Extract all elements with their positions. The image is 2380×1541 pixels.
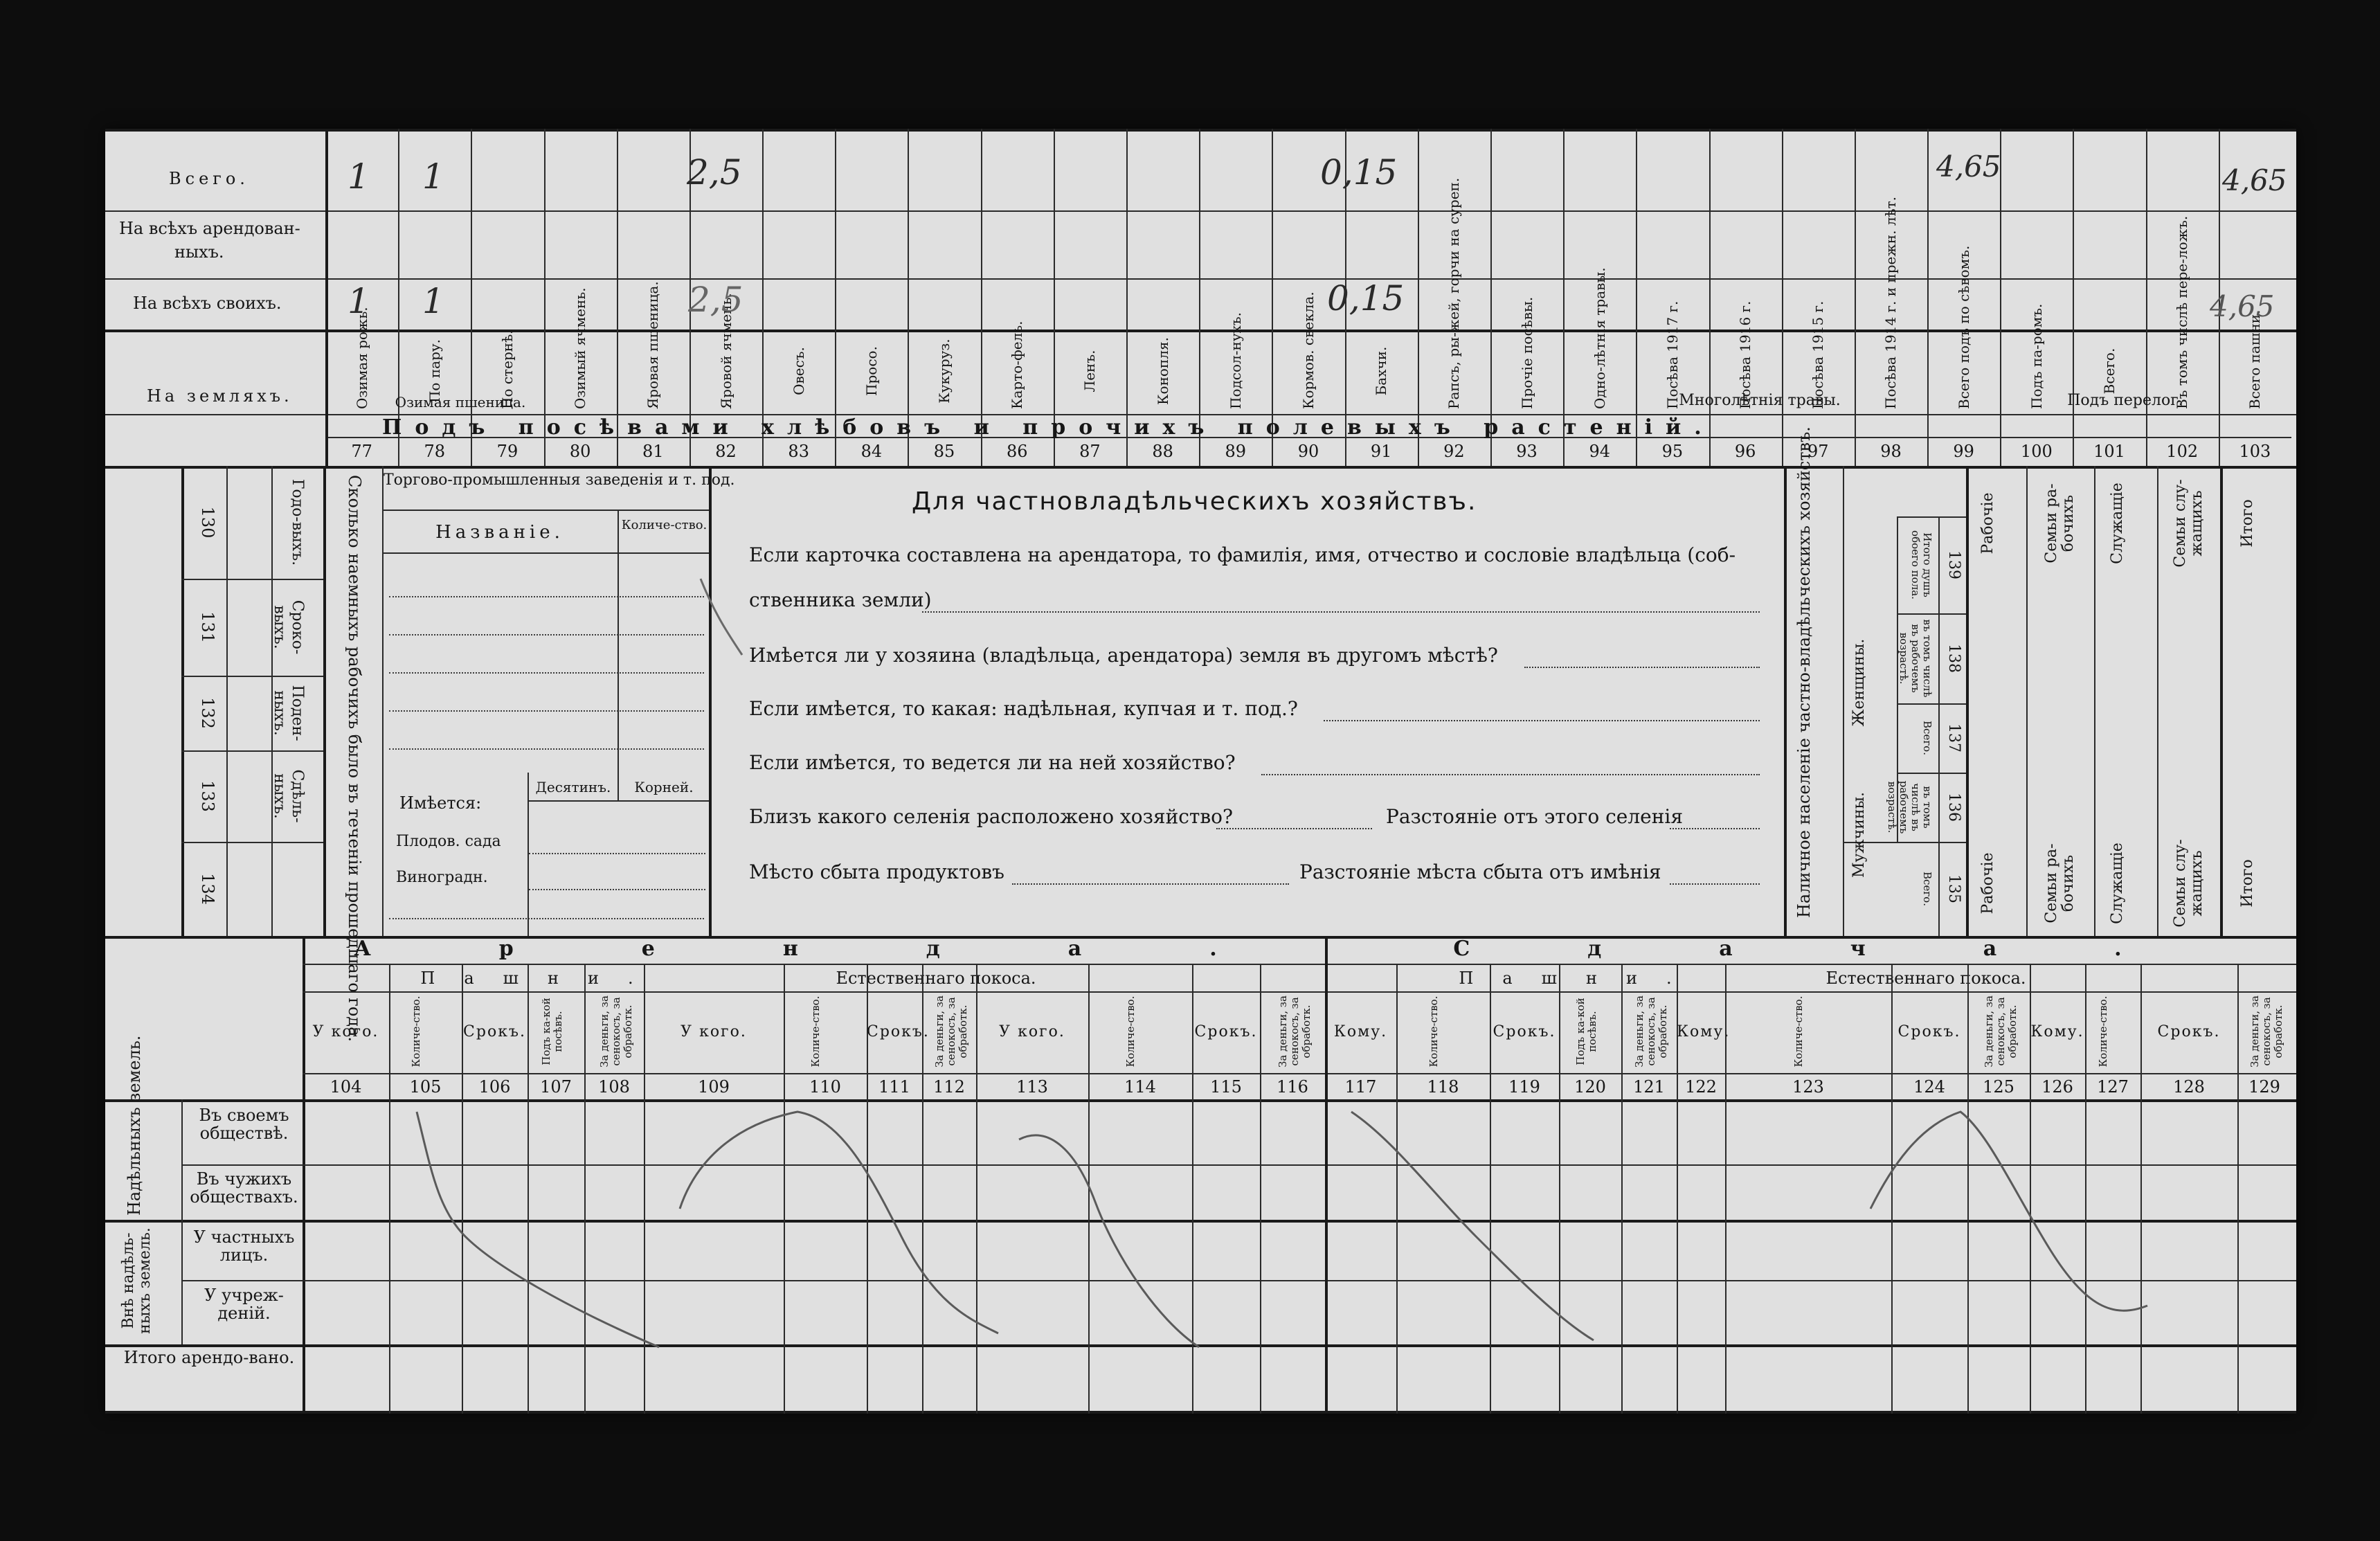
top-col-number: 95 — [1661, 442, 1684, 461]
top-col-number: 100 — [2020, 442, 2053, 461]
population-label: Наличное населенiе частно-владѣльческихъ хозяйствъ. — [1794, 426, 1814, 918]
right-label-bot: Служащiе — [2108, 842, 2126, 924]
top-col-label: Бахчи. — [1373, 346, 1390, 396]
top-col-label: Овесъ. — [790, 347, 807, 395]
q5b: Разстоянiе отъ этого селенiя — [1386, 805, 1683, 828]
top-col-number: 84 — [860, 442, 883, 461]
right-label-top: Итого — [2238, 499, 2256, 548]
hw-total-3: 2,5 — [687, 152, 742, 192]
bottom-col-number: 117 — [1344, 1077, 1377, 1097]
hw-own-3: 2,5 — [688, 280, 743, 320]
top-col-label: Посѣва 1916 г. — [1737, 300, 1754, 409]
row-label-total: Всего. — [169, 169, 249, 188]
bottom-col-number: 125 — [1983, 1077, 2014, 1097]
row-itogo: Итого арендо-вано. — [123, 1348, 295, 1367]
bottom-col-number: 126 — [2041, 1077, 2073, 1097]
top-col-label: Ленъ. — [1081, 350, 1099, 393]
top-col-number: 79 — [496, 442, 519, 461]
top-col-number: 103 — [2239, 442, 2271, 461]
arenda-title: Аренда. — [354, 937, 1345, 961]
hw-own-1: 1 — [348, 281, 370, 321]
top-col-label: Всего подъ по сѣвомъ. — [1955, 245, 1972, 409]
q5a: Близъ какого селенiя расположено хозяйство? — [749, 805, 1234, 828]
hw-own-5: 4,65 — [2210, 289, 2275, 323]
top-col-label: По стернѣ. — [498, 330, 516, 409]
top-col-number: 101 — [2093, 442, 2125, 461]
pop-col-number: 137 — [1945, 723, 1963, 753]
right-label-top: Семьи слу-жащихъ — [2171, 479, 2206, 568]
pop-col-number: 136 — [1945, 793, 1963, 822]
arenda-pashni: Пашни. — [420, 968, 662, 988]
bottom-col-label: За деньги, за сенокосъ, за обработк. — [1633, 995, 1669, 1067]
right-label-bot: Рабочiе — [1978, 852, 1996, 914]
bottom-col-number: 116 — [1277, 1077, 1308, 1097]
top-col-number: 83 — [788, 442, 809, 461]
row-label-rented: На всѣхъ арендован- — [119, 219, 300, 238]
hw-total-6: 4,65 — [2222, 163, 2287, 197]
right-label-top: Рабочiе — [1978, 492, 1996, 555]
bottom-col-number: 119 — [1508, 1077, 1540, 1097]
hired-col-label: Поден-ныхъ. — [271, 685, 306, 741]
pop-col-number: 139 — [1945, 550, 1963, 579]
bottom-col-label: У кого. — [999, 1023, 1065, 1040]
bottom-col-label: За деньги, за сенокосъ, за обработк. — [2248, 995, 2284, 1067]
top-col-label: Просо. — [863, 346, 880, 396]
men-label: Мужчины. — [1850, 791, 1868, 878]
bottom-col-label: У кого. — [680, 1023, 747, 1040]
bottom-col-label: Срокъ. — [2157, 1023, 2221, 1040]
pop-col-label: Всего. — [1921, 721, 1933, 755]
pop-col-number: 135 — [1945, 874, 1963, 903]
hw-own-4: 0,15 — [1327, 278, 1405, 318]
bottom-col-label: Количе-ство. — [1792, 995, 1805, 1067]
top-col-number: 85 — [933, 442, 955, 461]
hw-own-2: 1 — [422, 281, 444, 321]
row-svoem: Въ своемъ обществѣ. — [199, 1106, 289, 1143]
hw-total-5: 4,65 — [1936, 150, 2001, 183]
bottom-col-label: Кому. — [2030, 1023, 2084, 1040]
bottom-col-number: 120 — [1574, 1077, 1606, 1097]
bottom-col-number: 118 — [1427, 1077, 1459, 1097]
top-col-label: Въ томъ числѣ пере-ложъ. — [2174, 215, 2191, 409]
q1b: ственника земли) — [749, 588, 932, 611]
bottom-col-label: Количе-ство. — [1427, 995, 1440, 1067]
top-col-number: 93 — [1516, 442, 1538, 461]
bottom-col-number: 124 — [1913, 1077, 1945, 1097]
hw-total-1: 1 — [348, 156, 370, 197]
hired-col-label: Годо-выхъ. — [289, 478, 306, 566]
top-col-label: Подъ па-ромъ. — [2028, 303, 2045, 409]
top-col-number: 102 — [2166, 442, 2199, 461]
bottom-col-label: Количе-ство. — [409, 995, 422, 1067]
bottom-col-label: Срокъ. — [1897, 1023, 1961, 1040]
top-col-number: 87 — [1079, 442, 1101, 461]
bottom-col-label: Срокъ. — [1493, 1023, 1556, 1040]
top-col-number: 96 — [1734, 442, 1756, 461]
arenda-pokos: Естественнаго покоса. — [836, 968, 1036, 988]
pop-col-label: въ томъ числѣ въ рабочемъ возрастѣ. — [1886, 780, 1933, 834]
plodov-label: Плодов. сада — [396, 833, 501, 850]
top-col-label: Озимый ячмень. — [572, 287, 589, 409]
pencil-strokes — [105, 129, 2296, 1414]
bottom-col-number: 104 — [330, 1077, 362, 1097]
bottom-col-label: Количе-ство. — [2097, 995, 2109, 1067]
band-sowing: Подъ посѣвами хлѣбовъ и прочихъ полевыхъ растенiй. — [382, 415, 1715, 440]
row-uchrezh: У учреж-денiй. — [204, 1286, 284, 1323]
top-col-number: 98 — [1880, 442, 1902, 461]
bottom-col-number: 106 — [478, 1077, 511, 1097]
top-col-label: Прочiе посѣвы. — [1518, 296, 1535, 409]
trade-title: Торгово-промышленныя заведенiя и т. под. — [384, 471, 735, 489]
row-chuzhih: Въ чужихъ обществахъ. — [190, 1169, 298, 1207]
bottom-col-number: 107 — [540, 1077, 572, 1097]
vne-label: Внѣ надѣль-ныхъ земель. — [120, 1227, 154, 1334]
row-label-own: На всѣхъ своихъ. — [133, 294, 282, 313]
hw-total-2: 1 — [422, 156, 444, 197]
right-label-bot: Итого — [2238, 859, 2256, 908]
group-mnogolet: Многолѣтнiя травы. — [1679, 392, 1841, 409]
bottom-col-label: За деньги, за сенокосъ, за обработк. — [1983, 995, 2019, 1067]
bottom-col-number: 127 — [2097, 1077, 2129, 1097]
top-col-label: Подсол-нухъ. — [1227, 312, 1244, 409]
bottom-col-number: 111 — [878, 1077, 910, 1097]
top-col-number: 88 — [1152, 442, 1173, 461]
right-label-top: Семьи ра-бочихъ — [2043, 483, 2077, 564]
top-col-label: По пару. — [426, 339, 443, 404]
top-col-number: 94 — [1589, 442, 1610, 461]
hired-col-number: 133 — [198, 780, 217, 812]
top-col-label: Одно-лѣтнiя травы. — [1591, 267, 1608, 409]
top-col-label: Яровой ячмень. — [717, 293, 734, 409]
desyatin-header: Десятинъ. — [535, 779, 611, 795]
vinograd-label: Виноградн. — [396, 869, 488, 886]
q3: Если имѣется, то какая: надѣльная, купчая и т. под.? — [749, 697, 1298, 720]
hired-workers-label: Сколько наемныхъ рабочихъ было въ теченiи прошедшаго года. — [345, 475, 364, 1043]
top-col-label: Посѣва 1914 г. и прежн. лѣт. — [1882, 196, 1900, 409]
bottom-col-number: 123 — [1792, 1077, 1824, 1097]
sdacha-pokos: Естественнаго покоса. — [1825, 968, 2026, 988]
kornei-header: Корней. — [634, 779, 694, 795]
bottom-col-label: За деньги, за сенокосъ, за обработк. — [933, 995, 969, 1067]
right-label-bot: Семьи ра-бочихъ — [2043, 843, 2077, 923]
top-col-number: 91 — [1370, 442, 1392, 461]
bottom-col-label: Срокъ. — [463, 1023, 526, 1040]
bottom-col-number: 122 — [1685, 1077, 1717, 1097]
q1a: Если карточка составлена на арендатора, то фамилiя, имя, отчество и сословiе владѣльца (соб- — [749, 543, 1736, 566]
row-chastnyh: У частныхъ лицъ. — [193, 1227, 295, 1265]
bottom-col-label: Количе-ство. — [1124, 995, 1137, 1067]
bottom-col-number: 113 — [1016, 1077, 1048, 1097]
bottom-col-number: 115 — [1210, 1077, 1242, 1097]
top-col-label: Всего. — [2101, 348, 2118, 395]
sdacha-pashni: Пашни. — [1459, 968, 1701, 988]
q6b: Разстоянiе мѣста сбыта отъ имѣнiя — [1299, 860, 1661, 883]
private-title: Для частновладѣльческихъ хозяйствъ. — [912, 487, 1477, 516]
bottom-col-number: 108 — [598, 1077, 630, 1097]
top-col-label: Посѣва 1915 г. — [1810, 300, 1827, 409]
group-ozimaya: Озимая пшеница. — [395, 394, 526, 411]
census-card — [105, 129, 2296, 1414]
bottom-col-number: 109 — [698, 1077, 730, 1097]
top-col-label: Кормов. свекла. — [1300, 291, 1317, 409]
q2: Имѣется ли у хозяина (владѣльца, арендатора) земля въ другомъ мѣстѣ? — [749, 644, 1498, 667]
q6a: Мѣсто сбыта продуктовъ — [749, 860, 1004, 883]
bottom-col-label: Срокъ. — [1194, 1023, 1258, 1040]
bottom-col-label: Количе-ство. — [809, 995, 822, 1067]
trade-name-header: Названiе. — [435, 522, 564, 543]
top-col-label: Кукуруз. — [936, 339, 953, 404]
top-col-number: 82 — [715, 442, 737, 461]
top-col-label: Конопля. — [1154, 337, 1171, 405]
top-col-label: Карто-фель. — [1009, 321, 1026, 409]
bottom-col-label: Кому. — [1677, 1023, 1731, 1040]
hired-col-number: 132 — [198, 697, 217, 729]
pop-col-label: Итого душъ обоего пола. — [1909, 530, 1933, 600]
hw-total-4: 0,15 — [1320, 152, 1398, 192]
pop-col-number: 138 — [1945, 644, 1963, 673]
top-col-label: Яровая пшеница. — [644, 281, 662, 409]
bottom-col-label: У кого. — [312, 1023, 379, 1040]
top-col-number: 90 — [1297, 442, 1319, 461]
imeetsya-label: Имѣется: — [399, 793, 482, 813]
bottom-col-number: 128 — [2173, 1077, 2205, 1097]
bottom-col-label: Подъ ка-кой посѣвъ. — [540, 998, 564, 1065]
hired-col-number: 131 — [198, 611, 217, 643]
top-col-number: 89 — [1225, 442, 1247, 461]
women-label: Женщины. — [1850, 638, 1868, 727]
hired-col-number: 134 — [198, 873, 217, 905]
top-col-number: 78 — [424, 442, 446, 461]
top-col-number: 97 — [1807, 442, 1829, 461]
top-col-label: Всего пашни. — [2246, 309, 2264, 409]
bottom-col-label: Кому. — [1333, 1023, 1388, 1040]
sdacha-title: Сдача. — [1453, 937, 2239, 961]
pop-col-label: Всего. — [1921, 872, 1933, 906]
top-col-label: Озимая рожь. — [353, 307, 370, 409]
top-col-number: 92 — [1443, 442, 1465, 461]
bottom-col-label: Срокъ. — [867, 1023, 930, 1040]
q4: Если имѣется, то ведется ли на ней хозяйство? — [749, 751, 1236, 774]
bottom-col-number: 114 — [1124, 1077, 1156, 1097]
top-col-label: Посѣва 1917 г. — [1664, 300, 1681, 409]
group-perelog: Подъ перелог. — [2067, 392, 2183, 409]
top-col-label: Рапсъ, ры-жей, горчи на суреп. — [1445, 177, 1463, 409]
bottom-col-label: За деньги, за сенокосъ, за обработк. — [598, 995, 634, 1067]
bottom-col-number: 121 — [1633, 1077, 1665, 1097]
row-label-lands: На земляхъ. — [147, 386, 293, 406]
top-col-number: 99 — [1953, 442, 1974, 461]
bottom-col-number: 112 — [933, 1077, 965, 1097]
right-label-top: Служащiе — [2108, 483, 2126, 564]
bottom-col-label: За деньги, за сенокосъ, за обработк. — [1277, 995, 1313, 1067]
row-label-rented-2: ныхъ. — [174, 242, 224, 262]
bottom-col-number: 110 — [809, 1077, 841, 1097]
hired-col-label: Сроко-выхъ. — [271, 600, 306, 655]
pop-col-label: въ томъ числѣ въ рабочемъ возрастѣ. — [1897, 619, 1933, 698]
hired-col-number: 130 — [198, 506, 217, 539]
hired-col-label: Сдѣль-ныхъ. — [271, 769, 306, 823]
bottom-col-number: 129 — [2248, 1077, 2280, 1097]
top-col-number: 80 — [569, 442, 591, 461]
nadel-label: Надѣльныхъ земель. — [125, 1035, 144, 1216]
top-col-number: 77 — [351, 442, 372, 461]
bottom-col-number: 105 — [409, 1077, 442, 1097]
trade-qty-header: Количе-ство. — [621, 518, 707, 532]
top-col-number: 81 — [642, 442, 664, 461]
bottom-col-label: Подъ ка-кой посѣвъ. — [1574, 998, 1598, 1065]
right-label-bot: Семьи слу-жащихъ — [2171, 839, 2206, 928]
top-col-number: 86 — [1006, 442, 1028, 461]
